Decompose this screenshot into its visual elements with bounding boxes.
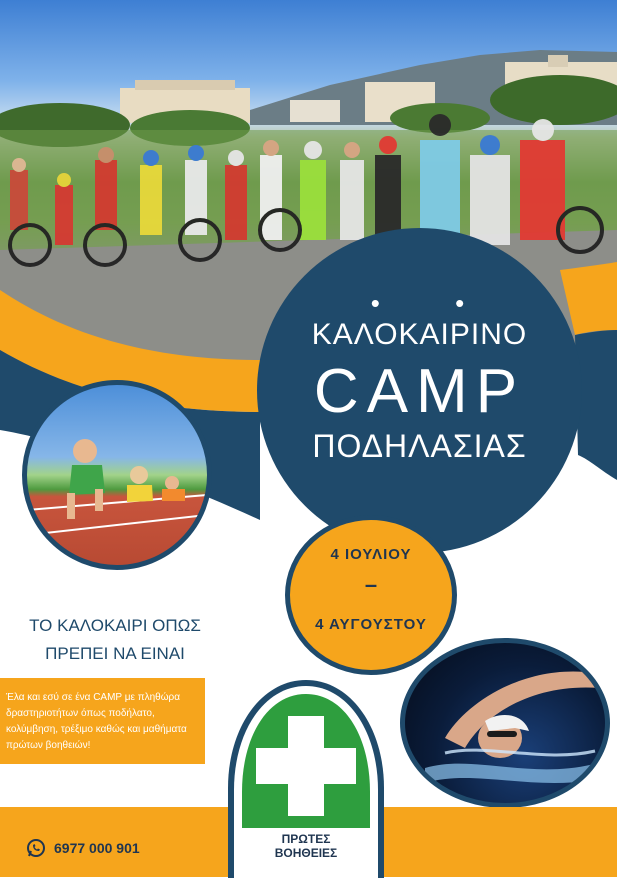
info-text: Έλα και εσύ σε ένα CAMP με πληθώρα δραστηριοτήτων όπως ποδήλατο, κολύμβηση, τρέξιμο καθώς και μαθήματα πρώτων βοηθειών! <box>6 692 187 751</box>
title-line-2: CAMP <box>313 357 526 426</box>
title-line-1: ΚΑΛΟΚΑΙΡΙΝΟ <box>311 318 528 351</box>
title-circle <box>257 228 582 553</box>
title-line-3: ΠΟΔΗΛΑΣΙΑΣ <box>312 428 527 464</box>
first-aid-label-line-1: ΠΡΩΤΕΣ <box>281 832 331 846</box>
end-date: 4 ΑΥΓΟΥΣΤΟΥ <box>315 616 427 633</box>
first-aid-label <box>226 832 386 860</box>
contact-phone[interactable] <box>26 838 140 858</box>
swimmer-photo <box>400 638 610 808</box>
runners-photo <box>22 380 212 570</box>
tagline-line-1: ΤΟ ΚΑΛΟΚΑΙΡΙ ΟΠΩΣ <box>29 616 201 635</box>
tagline <box>0 612 230 668</box>
start-date: 4 ΙΟΥΛΙΟΥ <box>330 546 412 563</box>
info-box <box>0 678 205 764</box>
whatsapp-icon <box>26 838 46 858</box>
phone-number: 6977 000 901 <box>54 840 140 856</box>
date-separator: – <box>364 572 378 597</box>
decorative-dots: • • <box>370 288 499 318</box>
tagline-line-2: ΠΡΕΠΕΙ ΝΑ ΕΙΝΑΙ <box>45 644 185 663</box>
first-aid-label-line-2: ΒΟΗΘΕΙΕΣ <box>274 846 338 860</box>
